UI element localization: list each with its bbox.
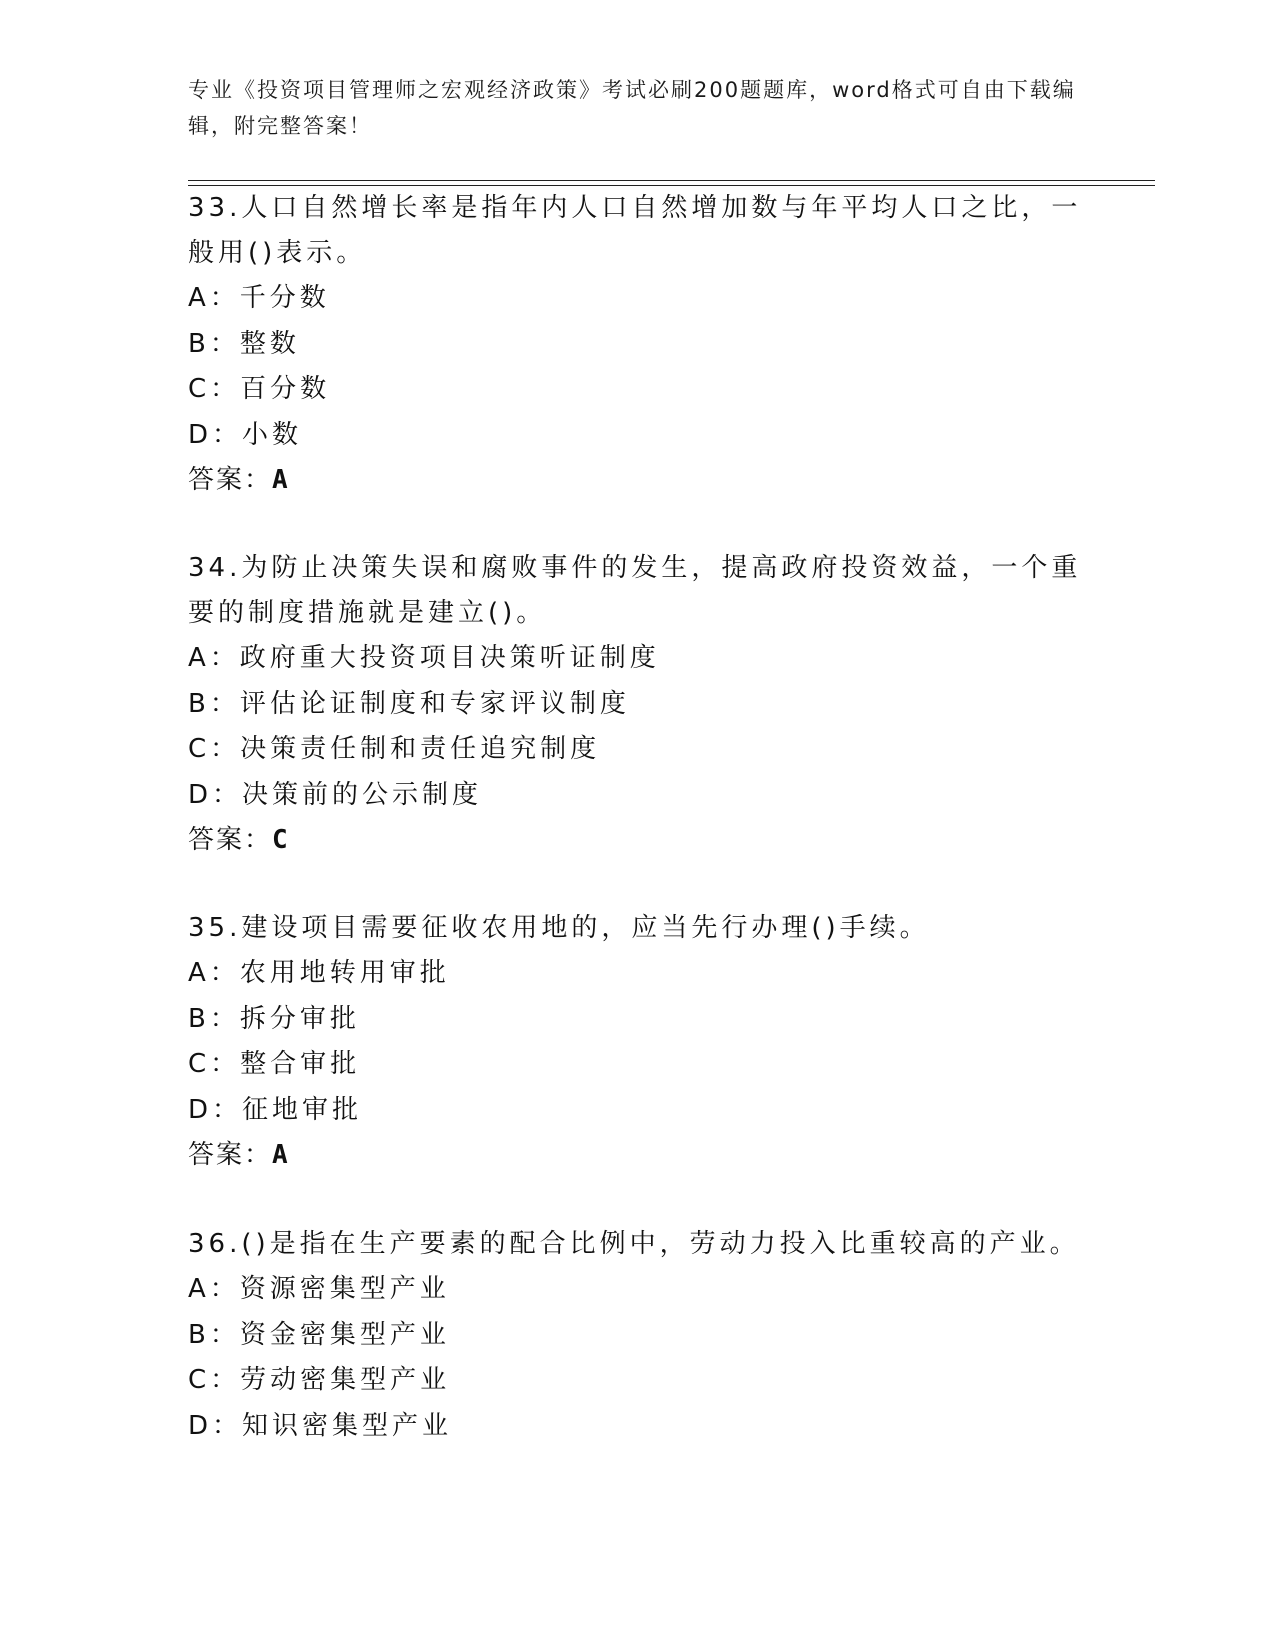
question-stem: 34.为防止决策失误和腐败事件的发生，提高政府投资效益，一个重要的制度措施就是建立()。: [188, 553, 1082, 628]
question-36: [188, 1222, 1088, 1449]
option-b: B：评估论证制度和专家评议制度: [188, 688, 630, 719]
answer-label: 答案：: [188, 1140, 273, 1170]
option-c: C：百分数: [188, 374, 331, 404]
answer-value: A: [272, 465, 290, 495]
header-rule-top: [188, 180, 1155, 181]
option-b: B：拆分审批: [188, 1003, 360, 1034]
answer-label: 答案：: [188, 825, 273, 855]
option-a: A：资源密集型产业: [188, 1274, 450, 1304]
option-a: A：农用地转用审批: [188, 958, 450, 988]
document-header: 专业《投资项目管理师之宏观经济政策》考试必刷200题题库，word格式可自由下载编辑，附完整答案！: [188, 78, 1076, 138]
option-a: A：千分数: [188, 283, 330, 313]
question-35: [188, 906, 1088, 1178]
answer-line: [188, 818, 1088, 863]
question-34: [188, 546, 1088, 863]
option-d: D：知识密集型产业: [188, 1410, 453, 1441]
question-stem: 33.人口自然增长率是指年内人口自然增加数与年平均人口之比，一般用()表示。: [188, 193, 1082, 268]
question-stem: 35.建设项目需要征收农用地的，应当先行办理()手续。: [188, 913, 930, 943]
option-a: A：政府重大投资项目决策听证制度: [188, 643, 660, 673]
option-b: B：整数: [188, 328, 300, 359]
option-d: D：征地审批: [188, 1094, 363, 1125]
answer-value: A: [272, 1140, 290, 1170]
option-b: B：资金密集型产业: [188, 1319, 450, 1350]
option-d: D：小数: [188, 419, 303, 450]
option-c: C：决策责任制和责任追究制度: [188, 734, 601, 764]
option-c: C：劳动密集型产业: [188, 1365, 451, 1395]
answer-label: 答案：: [188, 465, 273, 495]
answer-value: C: [272, 825, 290, 855]
option-d: D：决策前的公示制度: [188, 779, 483, 810]
question-33: [188, 186, 1088, 503]
answer-line: [188, 458, 1088, 503]
answer-line: [188, 1133, 1088, 1178]
question-stem: 36.()是指在生产要素的配合比例中，劳动力投入比重较高的产业。: [188, 1229, 1080, 1259]
option-c: C：整合审批: [188, 1049, 361, 1079]
